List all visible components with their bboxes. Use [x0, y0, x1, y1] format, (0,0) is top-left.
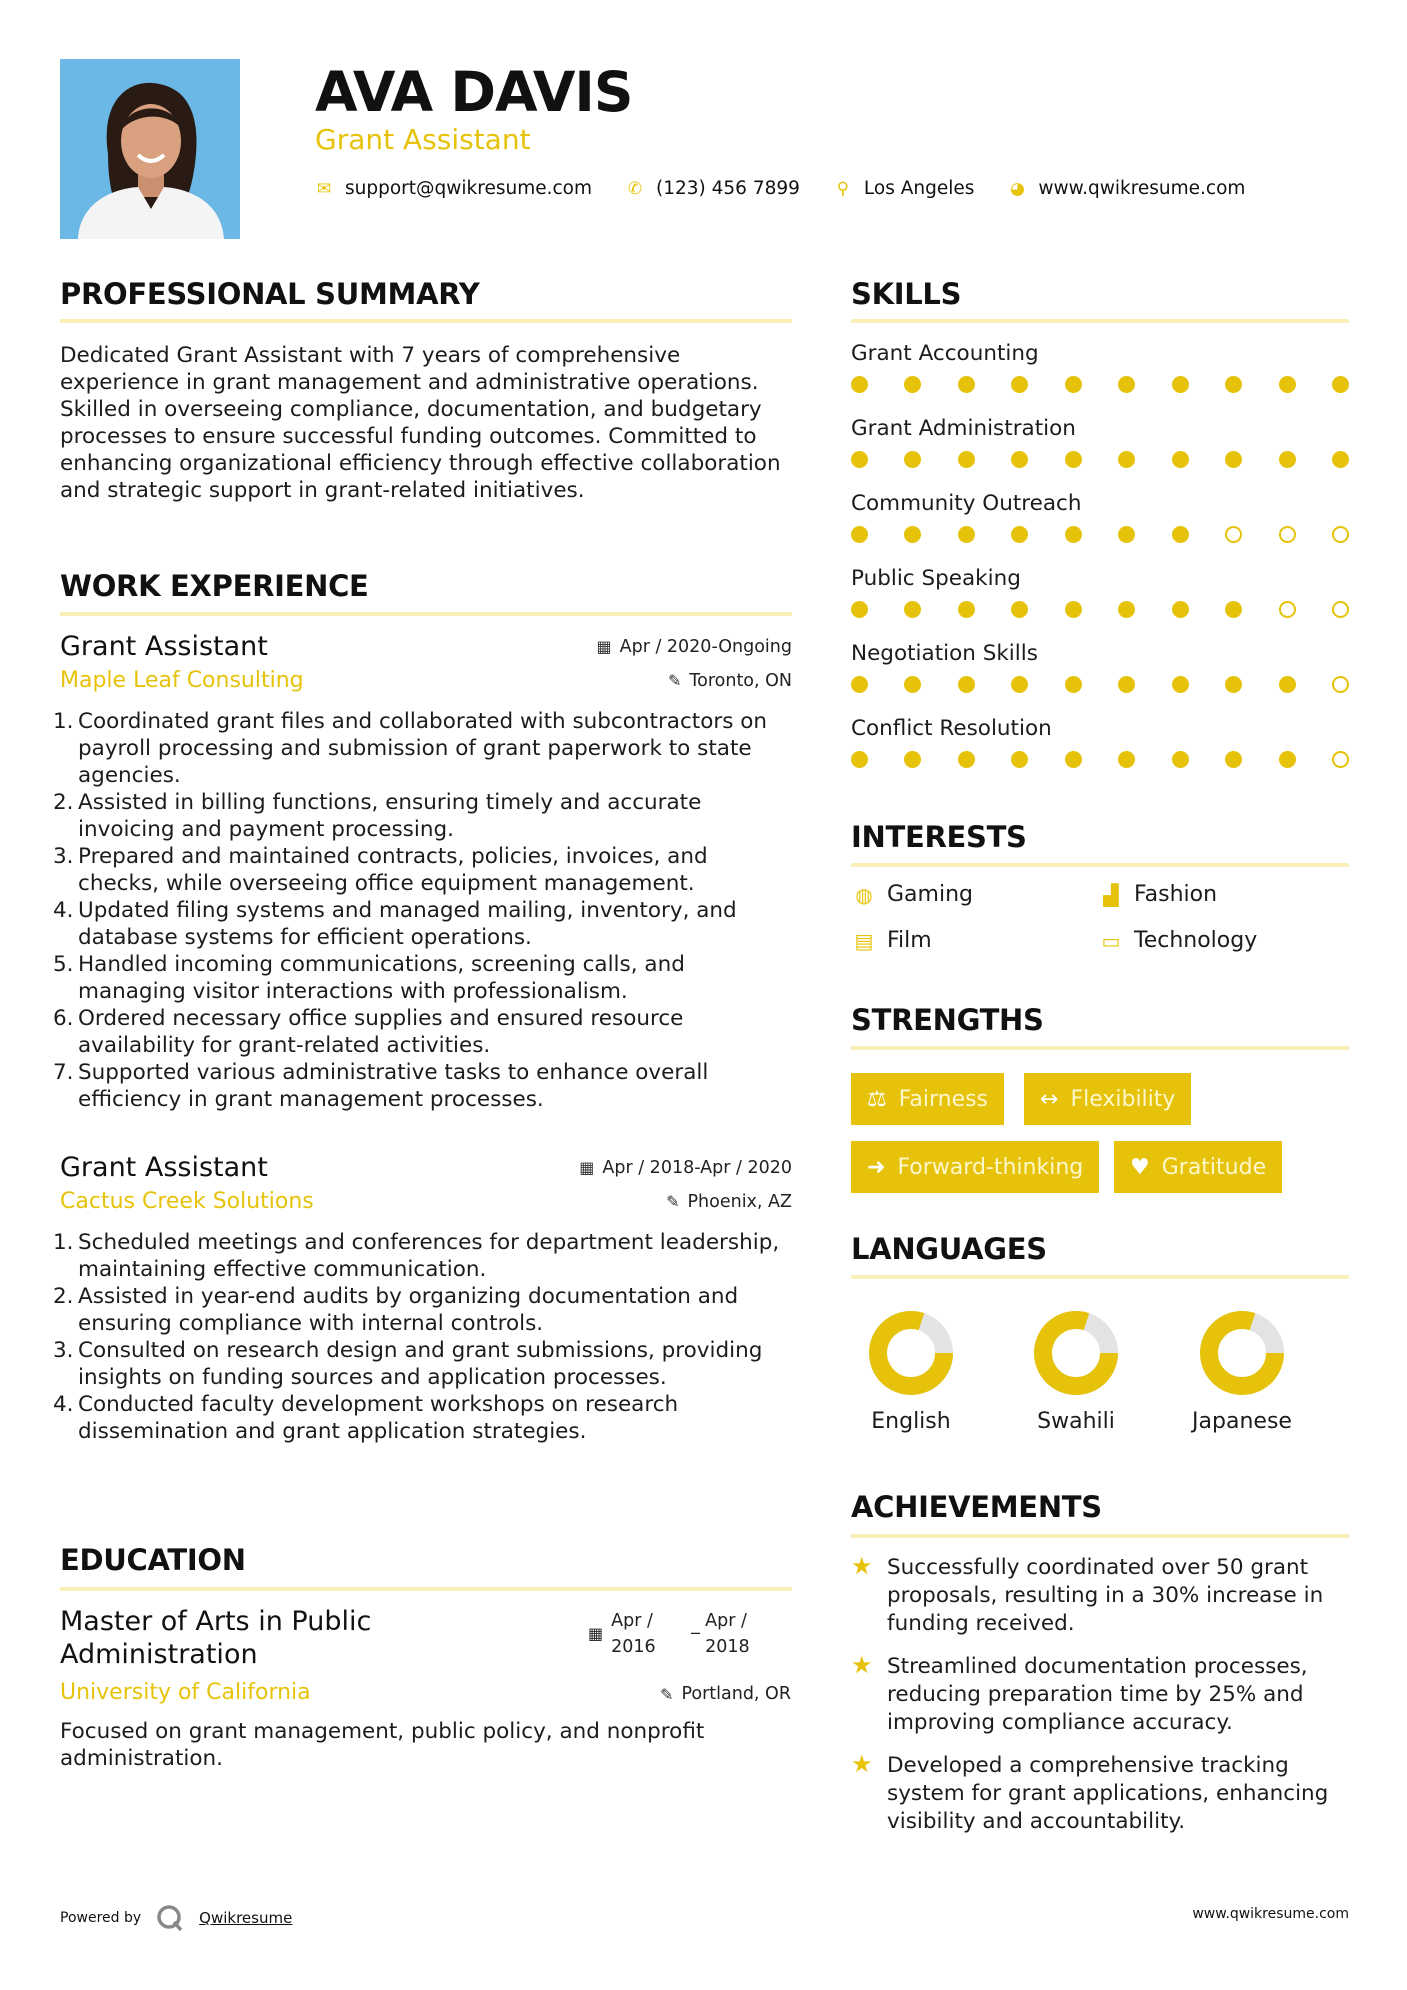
profile-photo [60, 59, 240, 239]
skill-label: Conflict Resolution [851, 716, 1052, 741]
arrow-right-icon: ➜ [867, 1154, 886, 1180]
language-donut [1172, 1308, 1312, 1398]
strength-label: Flexibility [1070, 1086, 1176, 1112]
rating-dot-filled [1011, 376, 1028, 393]
contact-email[interactable]: support@qwikresume.com [345, 178, 592, 199]
rating-dot-filled [1225, 676, 1242, 693]
skill-label: Grant Administration [851, 416, 1076, 441]
rating-dot-empty [1279, 601, 1296, 618]
rating-dot-filled [851, 601, 868, 618]
job-dates-text: Apr / 2018-Apr / 2020 [602, 1157, 792, 1178]
language-item-swahili [1006, 1308, 1146, 1434]
job-company: Cactus Creek Solutions [60, 1189, 314, 1214]
skill-item [851, 341, 1349, 416]
rating-dot-filled [1225, 751, 1242, 768]
candidate-role: Grant Assistant [315, 123, 531, 156]
rating-dot-filled [904, 601, 921, 618]
star-icon: ★ [851, 1651, 873, 1679]
skills-title: SKILLS [851, 277, 962, 311]
skill-item [851, 716, 1349, 791]
achievements-section [851, 1490, 1349, 1538]
rating-dot-filled [1225, 376, 1242, 393]
job-dates-text: Apr / 2020-Ongoing [619, 636, 792, 657]
list-item: 4. Conducted faculty development workshops on research dissemination and grant application strategies. [53, 1392, 679, 1444]
achievement-text: Successfully coordinated over 50 grant proposals, resulting in a 30% increase in funding received. [887, 1555, 1324, 1636]
rating-dot-filled [1172, 451, 1189, 468]
rating-dot-filled [1279, 751, 1296, 768]
qwikresume-logo-icon [155, 1903, 185, 1933]
rating-dot-filled [1011, 601, 1028, 618]
education-title: EDUCATION [60, 1543, 246, 1577]
calendar-icon: ▦ [596, 637, 612, 656]
pushpin-icon: ✎ [668, 671, 682, 690]
contact-info [315, 178, 1279, 199]
rating-dot-filled [958, 601, 975, 618]
date-separator: _ [691, 1615, 700, 1635]
rating-dot-filled [958, 676, 975, 693]
education-divider [60, 1587, 792, 1591]
rating-dot-empty [1225, 526, 1242, 543]
interests-title: INTERESTS [851, 820, 1027, 854]
map-marker-icon: ⚲ [836, 178, 850, 199]
achievement-text: Streamlined documentation processes, reducing preparation time by 25% and improving compliance accuracy. [887, 1654, 1308, 1735]
skill-item [851, 641, 1349, 716]
interest-label: Fashion [1134, 882, 1218, 907]
skill-rating [851, 676, 1349, 693]
job-company: Maple Leaf Consulting [60, 668, 304, 693]
rating-dot-empty [1332, 751, 1349, 768]
job-title: Grant Assistant [60, 631, 268, 662]
job-location [666, 1192, 792, 1212]
gamepad-icon: ◍ [855, 882, 873, 907]
contact-location: Los Angeles [863, 178, 975, 199]
skill-rating [851, 451, 1349, 468]
achievement-text: Developed a comprehensive tracking system for grant applications, enhancing visibility and accountability. [887, 1753, 1329, 1834]
rating-dot-filled [1065, 751, 1082, 768]
skill-item [851, 416, 1349, 491]
job-entry [53, 631, 792, 1113]
summary-title: PROFESSIONAL SUMMARY [60, 277, 480, 311]
rating-dot-filled [1279, 676, 1296, 693]
list-item: 3. Prepared and maintained contracts, policies, invoices, and checks, while overseeing office equipment management. [53, 844, 708, 896]
rating-dot-filled [851, 526, 868, 543]
achievements-divider [851, 1534, 1349, 1538]
rating-dot-filled [904, 751, 921, 768]
strength-badge-gratitude [1114, 1141, 1282, 1193]
strength-badge-forward-thinking [851, 1141, 1099, 1193]
strengths-title: STRENGTHS [851, 1003, 1044, 1037]
interest-item-fashion [1098, 882, 1217, 907]
film-icon: ▤ [854, 928, 874, 953]
rating-dot-filled [1118, 751, 1135, 768]
language-label: English [871, 1409, 951, 1434]
rating-dot-filled [1118, 451, 1135, 468]
qwikresume-link[interactable]: Qwikresume [199, 1909, 293, 1927]
job-location-text: Toronto, ON [689, 670, 792, 691]
interest-item-technology [1098, 928, 1257, 953]
rating-dot-filled [1011, 526, 1028, 543]
pushpin-icon: ✎ [660, 1684, 674, 1704]
experience-title: WORK EXPERIENCE [60, 569, 369, 603]
education-dates [588, 1608, 750, 1660]
strength-label: Forward-thinking [897, 1154, 1084, 1180]
interests-section [851, 820, 1349, 867]
languages-title: LANGUAGES [851, 1232, 1047, 1266]
rating-dot-filled [1225, 601, 1242, 618]
skill-item [851, 566, 1349, 641]
envelope-icon: ✉ [316, 178, 332, 199]
education-end-month: Apr / [705, 1611, 747, 1631]
globe-icon: ◕ [1009, 178, 1025, 199]
rating-dot-filled [1118, 676, 1135, 693]
list-item: 6. Ordered necessary office supplies and ensured resource availability for grant-related activities. [53, 1006, 684, 1058]
education-location [660, 1684, 791, 1704]
balance-scale-icon: ⚖ [867, 1086, 887, 1112]
rating-dot-filled [1065, 451, 1082, 468]
rating-dot-filled [1118, 601, 1135, 618]
languages-divider [851, 1275, 1349, 1279]
rating-dot-empty [1332, 526, 1349, 543]
interest-label: Gaming [887, 882, 973, 907]
footer-branding [60, 1903, 292, 1933]
star-icon: ★ [851, 1552, 873, 1580]
star-icon: ★ [851, 1750, 873, 1778]
rating-dot-empty [1332, 676, 1349, 693]
interest-label: Technology [1134, 928, 1258, 953]
rating-dot-empty [1279, 526, 1296, 543]
contact-phone[interactable]: (123) 456 7899 [656, 178, 800, 199]
pushpin-icon: ✎ [666, 1192, 680, 1211]
language-donut [1006, 1308, 1146, 1398]
rating-dot-filled [851, 376, 868, 393]
strengths-section [851, 1003, 1349, 1050]
interest-item-gaming [851, 882, 973, 907]
rating-dot-filled [1279, 451, 1296, 468]
education-section [60, 1543, 792, 1591]
rating-dot-filled [1065, 526, 1082, 543]
laptop-icon: ▭ [1101, 928, 1121, 953]
skill-rating [851, 376, 1349, 393]
interests-divider [851, 863, 1349, 867]
language-donut [841, 1308, 981, 1398]
summary-divider [60, 319, 792, 323]
achievement-item [851, 1554, 1349, 1638]
strength-label: Gratitude [1161, 1154, 1267, 1180]
rating-dot-filled [958, 526, 975, 543]
job-duties-list [53, 1229, 792, 1445]
strength-badge-flexibility [1024, 1073, 1191, 1125]
arrows-horizontal-icon: ↔ [1040, 1086, 1059, 1112]
interest-item-film [851, 928, 932, 953]
rating-dot-filled [851, 751, 868, 768]
education-location-text: Portland, OR [681, 1684, 791, 1704]
skill-label: Community Outreach [851, 491, 1082, 516]
degree-title: Master of Arts in Public Administration [60, 1606, 372, 1670]
rating-dot-filled [1332, 451, 1349, 468]
rating-dot-filled [1065, 601, 1082, 618]
phone-icon: ✆ [627, 178, 643, 199]
education-description: Focused on grant management, public policy, and nonprofit administration. [60, 1719, 705, 1771]
list-item: 2. Assisted in year-end audits by organizing documentation and ensuring compliance with internal controls. [53, 1284, 739, 1336]
achievements-title: ACHIEVEMENTS [851, 1490, 1102, 1524]
strength-label: Fairness [898, 1086, 989, 1112]
strength-badge-fairness [851, 1073, 1004, 1125]
language-item-japanese [1172, 1308, 1312, 1434]
rating-dot-filled [1065, 676, 1082, 693]
skills-divider [851, 319, 1349, 323]
rating-dot-filled [904, 526, 921, 543]
list-item: 1. Scheduled meetings and conferences for department leadership, maintaining effective communication. [53, 1230, 780, 1282]
achievement-item [851, 1653, 1349, 1737]
rating-dot-filled [904, 451, 921, 468]
rating-dot-filled [1065, 376, 1082, 393]
list-item: 7. Supported various administrative tasks to enhance overall efficiency in grant management processes. [53, 1060, 709, 1112]
rating-dot-filled [958, 451, 975, 468]
list-item: 2. Assisted in billing functions, ensuring timely and accurate invoicing and payment processing. [53, 790, 702, 842]
calendar-icon: ▦ [588, 1624, 604, 1643]
language-label: Japanese [1192, 1409, 1292, 1434]
footer-website[interactable]: www.qwikresume.com [1192, 1906, 1349, 1922]
list-item: 4. Updated filing systems and managed mailing, inventory, and database systems for efficient operations. [53, 898, 737, 950]
rating-dot-filled [1172, 751, 1189, 768]
list-item: 5. Handled incoming communications, screening calls, and managing visitor interactions with professionalism. [53, 952, 685, 1004]
rating-dot-filled [958, 376, 975, 393]
rating-dot-filled [1011, 451, 1028, 468]
rating-dot-filled [904, 676, 921, 693]
candidate-name: AVA DAVIS [315, 60, 633, 124]
education-start-month: Apr / [611, 1611, 653, 1631]
experience-divider [60, 612, 792, 616]
rating-dot-filled [1172, 601, 1189, 618]
skill-rating [851, 526, 1349, 543]
rating-dot-filled [1118, 526, 1135, 543]
rating-dot-filled [851, 451, 868, 468]
skill-label: Negotiation Skills [851, 641, 1038, 666]
experience-section [60, 569, 792, 616]
rating-dot-filled [1279, 376, 1296, 393]
skill-label: Public Speaking [851, 566, 1021, 591]
language-label: Swahili [1037, 1409, 1115, 1434]
skills-section [851, 277, 1349, 323]
powered-by-label: Powered by [60, 1910, 142, 1926]
calendar-icon: ▦ [579, 1158, 595, 1177]
rating-dot-filled [851, 676, 868, 693]
job-location [668, 671, 792, 691]
interest-label: Film [887, 928, 932, 953]
rating-dot-filled [1332, 376, 1349, 393]
heart-icon: ♥ [1130, 1154, 1150, 1180]
job-location-text: Phoenix, AZ [687, 1191, 792, 1212]
job-duties-list [53, 708, 792, 1113]
language-item-english [841, 1308, 981, 1434]
languages-section [851, 1232, 1349, 1279]
skill-rating [851, 601, 1349, 618]
job-title: Grant Assistant [60, 1152, 268, 1183]
rating-dot-filled [1172, 526, 1189, 543]
job-dates [579, 1158, 792, 1178]
list-item: 3. Consulted on research design and grant submissions, providing insights on funding sources and application processes. [53, 1338, 763, 1390]
rating-dot-filled [958, 751, 975, 768]
rating-dot-filled [1011, 751, 1028, 768]
summary-section [60, 277, 792, 504]
rating-dot-filled [904, 376, 921, 393]
rating-dot-filled [1225, 451, 1242, 468]
skill-item [851, 491, 1349, 566]
rating-dot-empty [1332, 601, 1349, 618]
skills-list [851, 341, 1349, 791]
summary-text: Dedicated Grant Assistant with 7 years of comprehensive experience in grant management and administrative operations. Skilled in overseeing compliance, documentation, and budgetary processes to ensure successful funding outcomes. Committed to enhancing organizational efficiency through effective collaboration and strategic support in grant-related initiatives. [60, 343, 781, 503]
education-start-year: 2016 [611, 1637, 656, 1657]
list-item: 1. Coordinated grant files and collaborated with subcontractors on payroll processing and submission of grant paperwork to state agencies. [53, 709, 768, 788]
school-name: University of California [60, 1680, 311, 1705]
strengths-divider [851, 1046, 1349, 1050]
rating-dot-filled [1118, 376, 1135, 393]
contact-website[interactable]: www.qwikresume.com [1038, 178, 1246, 199]
achievement-item [851, 1752, 1349, 1836]
rating-dot-filled [1172, 676, 1189, 693]
skill-label: Grant Accounting [851, 341, 1039, 366]
skill-rating [851, 751, 1349, 768]
shopping-bag-icon: ▟ [1103, 882, 1119, 907]
job-entry [53, 1152, 792, 1445]
education-end-year: 2018 [705, 1637, 750, 1657]
job-dates [596, 637, 792, 657]
rating-dot-filled [1172, 376, 1189, 393]
rating-dot-filled [1011, 676, 1028, 693]
